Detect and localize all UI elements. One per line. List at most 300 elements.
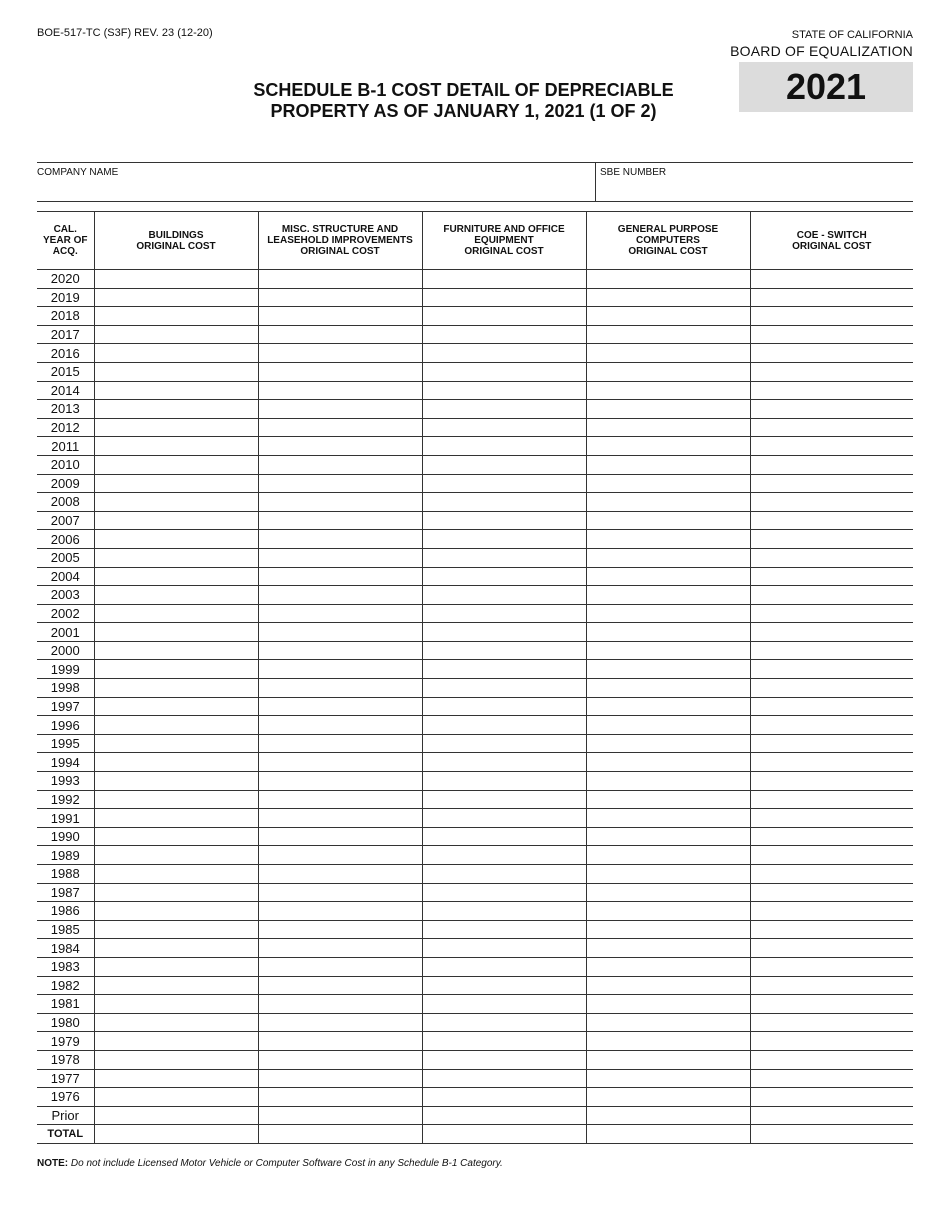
misc-structure-cell[interactable] [258, 344, 422, 363]
coe-switch-cell[interactable] [750, 1069, 913, 1088]
buildings-cell[interactable] [94, 270, 258, 289]
table-row [37, 827, 913, 846]
misc-structure-cell[interactable] [258, 604, 422, 623]
coe-switch-cell[interactable] [750, 1125, 913, 1144]
general-computers-cell[interactable] [586, 362, 750, 381]
general-computers-cell[interactable] [586, 995, 750, 1014]
year-label: 1993 [37, 772, 94, 791]
general-computers-cell[interactable] [586, 567, 750, 586]
col-general-computers-header-line: ORIGINAL COST [628, 246, 708, 257]
buildings-cell[interactable] [94, 493, 258, 512]
furniture-office-cell[interactable] [422, 1106, 586, 1125]
coe-switch-cell[interactable] [750, 362, 913, 381]
col-furniture-office-header-line: FURNITURE AND OFFICE [443, 224, 565, 235]
misc-structure-cell[interactable] [258, 567, 422, 586]
year-label: 1977 [37, 1069, 94, 1088]
misc-structure-cell[interactable] [258, 697, 422, 716]
general-computers-cell[interactable] [586, 716, 750, 735]
table-row [37, 474, 913, 493]
furniture-office-cell[interactable] [422, 1013, 586, 1032]
general-computers-cell[interactable] [586, 1106, 750, 1125]
coe-switch-cell[interactable] [750, 995, 913, 1014]
year-label: 2013 [37, 400, 94, 419]
coe-switch-cell[interactable] [750, 400, 913, 419]
misc-structure-cell[interactable] [258, 1069, 422, 1088]
general-computers-cell[interactable] [586, 623, 750, 642]
buildings-cell[interactable] [94, 716, 258, 735]
form-id: BOE-517-TC (S3F) REV. 23 (12-20) [37, 27, 213, 39]
furniture-office-cell[interactable] [422, 865, 586, 884]
misc-structure-cell[interactable] [258, 660, 422, 679]
furniture-office-cell[interactable] [422, 307, 586, 326]
company-info-row [37, 162, 913, 202]
general-computers-cell[interactable] [586, 288, 750, 307]
misc-structure-cell[interactable] [258, 827, 422, 846]
misc-structure-cell[interactable] [258, 288, 422, 307]
buildings-cell[interactable] [94, 362, 258, 381]
misc-structure-cell[interactable] [258, 362, 422, 381]
general-computers-cell[interactable] [586, 325, 750, 344]
furniture-office-cell[interactable] [422, 548, 586, 567]
misc-structure-cell[interactable] [258, 846, 422, 865]
table-row [37, 753, 913, 772]
coe-switch-cell[interactable] [750, 270, 913, 289]
misc-structure-cell[interactable] [258, 790, 422, 809]
cost-detail-table [37, 211, 913, 1144]
furniture-office-cell[interactable] [422, 1050, 586, 1069]
coe-switch-cell[interactable] [750, 883, 913, 902]
year-label: 1999 [37, 660, 94, 679]
table-row [37, 511, 913, 530]
general-computers-cell[interactable] [586, 846, 750, 865]
furniture-office-cell[interactable] [422, 455, 586, 474]
coe-switch-cell[interactable] [750, 381, 913, 400]
general-computers-cell[interactable] [586, 455, 750, 474]
misc-structure-cell[interactable] [258, 548, 422, 567]
buildings-cell[interactable] [94, 809, 258, 828]
misc-structure-cell[interactable] [258, 586, 422, 605]
col-coe-switch-header-line: COE - SWITCH [796, 229, 867, 241]
buildings-cell[interactable] [94, 995, 258, 1014]
title-line-2: PROPERTY AS OF JANUARY 1, 2021 (1 OF 2) [270, 101, 657, 121]
buildings-cell[interactable] [94, 1088, 258, 1107]
buildings-cell[interactable] [94, 288, 258, 307]
general-computers-cell[interactable] [586, 902, 750, 921]
buildings-cell[interactable] [94, 604, 258, 623]
general-computers-cell[interactable] [586, 865, 750, 884]
misc-structure-cell[interactable] [258, 734, 422, 753]
buildings-cell[interactable] [94, 697, 258, 716]
buildings-cell[interactable] [94, 325, 258, 344]
general-computers-cell[interactable] [586, 734, 750, 753]
furniture-office-cell[interactable] [422, 437, 586, 456]
misc-structure-cell[interactable] [258, 939, 422, 958]
misc-structure-cell[interactable] [258, 1088, 422, 1107]
furniture-office-cell[interactable] [422, 270, 586, 289]
furniture-office-cell[interactable] [422, 641, 586, 660]
table-row [37, 939, 913, 958]
company-name-field[interactable] [37, 163, 595, 201]
coe-switch-cell[interactable] [750, 1032, 913, 1051]
general-computers-cell[interactable] [586, 1032, 750, 1051]
buildings-cell[interactable] [94, 437, 258, 456]
general-computers-cell[interactable] [586, 530, 750, 549]
buildings-cell[interactable] [94, 344, 258, 363]
coe-switch-cell[interactable] [750, 790, 913, 809]
misc-structure-cell[interactable] [258, 772, 422, 791]
buildings-cell[interactable] [94, 641, 258, 660]
footer-note [37, 1158, 503, 1169]
furniture-office-cell[interactable] [422, 511, 586, 530]
furniture-office-cell[interactable] [422, 325, 586, 344]
buildings-cell[interactable] [94, 902, 258, 921]
col-cal-year-header-line: CAL. [53, 224, 77, 235]
coe-switch-cell[interactable] [750, 697, 913, 716]
year-label: 2002 [37, 604, 94, 623]
coe-switch-cell[interactable] [750, 623, 913, 642]
furniture-office-cell[interactable] [422, 846, 586, 865]
general-computers-cell[interactable] [586, 1013, 750, 1032]
coe-switch-cell[interactable] [750, 716, 913, 735]
coe-switch-cell[interactable] [750, 846, 913, 865]
furniture-office-cell[interactable] [422, 939, 586, 958]
misc-structure-cell[interactable] [258, 957, 422, 976]
misc-structure-cell[interactable] [258, 883, 422, 902]
table-row [37, 1032, 913, 1051]
coe-switch-cell[interactable] [750, 827, 913, 846]
coe-switch-cell[interactable] [750, 1013, 913, 1032]
col-misc-structure-header-line: LEASEHOLD IMPROVEMENTS [267, 235, 413, 246]
misc-structure-cell[interactable] [258, 865, 422, 884]
misc-structure-cell[interactable] [258, 325, 422, 344]
buildings-cell[interactable] [94, 418, 258, 437]
buildings-cell[interactable] [94, 530, 258, 549]
furniture-office-cell[interactable] [422, 679, 586, 698]
table-row [37, 883, 913, 902]
general-computers-cell[interactable] [586, 344, 750, 363]
misc-structure-cell[interactable] [258, 530, 422, 549]
buildings-cell[interactable] [94, 1106, 258, 1125]
general-computers-cell[interactable] [586, 772, 750, 791]
coe-switch-cell[interactable] [750, 493, 913, 512]
coe-switch-cell[interactable] [750, 1050, 913, 1069]
misc-structure-cell[interactable] [258, 920, 422, 939]
table-row [37, 381, 913, 400]
furniture-office-cell[interactable] [422, 1069, 586, 1088]
misc-structure-cell[interactable] [258, 976, 422, 995]
misc-structure-cell[interactable] [258, 381, 422, 400]
furniture-office-cell[interactable] [422, 976, 586, 995]
col-furniture-office-header [422, 212, 586, 270]
col-general-computers-header [586, 212, 750, 270]
misc-structure-cell[interactable] [258, 1106, 422, 1125]
furniture-office-cell[interactable] [422, 586, 586, 605]
coe-switch-cell[interactable] [750, 920, 913, 939]
coe-switch-cell[interactable] [750, 865, 913, 884]
state-name: STATE OF CALIFORNIA [791, 29, 913, 41]
buildings-cell[interactable] [94, 957, 258, 976]
year-label: 1976 [37, 1088, 94, 1107]
coe-switch-cell[interactable] [750, 325, 913, 344]
col-general-computers-header-line: GENERAL PURPOSE [617, 224, 719, 235]
company-name-label: COMPANY NAME [37, 167, 119, 178]
misc-structure-cell[interactable] [258, 679, 422, 698]
table-row [37, 586, 913, 605]
furniture-office-cell[interactable] [422, 381, 586, 400]
coe-switch-cell[interactable] [750, 437, 913, 456]
furniture-office-cell[interactable] [422, 530, 586, 549]
furniture-office-cell[interactable] [422, 753, 586, 772]
buildings-cell[interactable] [94, 586, 258, 605]
table-row [37, 697, 913, 716]
general-computers-cell[interactable] [586, 679, 750, 698]
table-row [37, 288, 913, 307]
table-row [37, 270, 913, 289]
year-label: 2009 [37, 474, 94, 493]
buildings-cell[interactable] [94, 939, 258, 958]
buildings-cell[interactable] [94, 790, 258, 809]
furniture-office-cell[interactable] [422, 920, 586, 939]
general-computers-cell[interactable] [586, 697, 750, 716]
general-computers-cell[interactable] [586, 548, 750, 567]
general-computers-cell[interactable] [586, 400, 750, 419]
coe-switch-cell[interactable] [750, 976, 913, 995]
general-computers-cell[interactable] [586, 753, 750, 772]
table-row [37, 995, 913, 1014]
general-computers-cell[interactable] [586, 1088, 750, 1107]
misc-structure-cell[interactable] [258, 418, 422, 437]
table-row [37, 325, 913, 344]
year-label: 2014 [37, 381, 94, 400]
furniture-office-cell[interactable] [422, 1125, 586, 1144]
general-computers-cell[interactable] [586, 641, 750, 660]
coe-switch-cell[interactable] [750, 604, 913, 623]
general-computers-cell[interactable] [586, 511, 750, 530]
furniture-office-cell[interactable] [422, 827, 586, 846]
coe-switch-cell[interactable] [750, 1088, 913, 1107]
year-label: 1985 [37, 920, 94, 939]
misc-structure-cell[interactable] [258, 995, 422, 1014]
table-row [37, 772, 913, 791]
buildings-cell[interactable] [94, 976, 258, 995]
furniture-office-cell[interactable] [422, 362, 586, 381]
agency-block [730, 29, 913, 59]
general-computers-cell[interactable] [586, 474, 750, 493]
coe-switch-cell[interactable] [750, 474, 913, 493]
table-row [37, 1013, 913, 1032]
misc-structure-cell[interactable] [258, 493, 422, 512]
furniture-office-cell[interactable] [422, 957, 586, 976]
coe-switch-cell[interactable] [750, 641, 913, 660]
coe-switch-cell[interactable] [750, 679, 913, 698]
coe-switch-cell[interactable] [750, 567, 913, 586]
sbe-number-field[interactable] [595, 163, 913, 201]
table-row [37, 418, 913, 437]
general-computers-cell[interactable] [586, 1125, 750, 1144]
buildings-cell[interactable] [94, 1050, 258, 1069]
coe-switch-cell[interactable] [750, 772, 913, 791]
coe-switch-cell[interactable] [750, 1106, 913, 1125]
misc-structure-cell[interactable] [258, 1050, 422, 1069]
furniture-office-cell[interactable] [422, 734, 586, 753]
coe-switch-cell[interactable] [750, 344, 913, 363]
furniture-office-cell[interactable] [422, 474, 586, 493]
buildings-cell[interactable] [94, 1125, 258, 1144]
general-computers-cell[interactable] [586, 827, 750, 846]
coe-switch-cell[interactable] [750, 586, 913, 605]
misc-structure-cell[interactable] [258, 400, 422, 419]
furniture-office-cell[interactable] [422, 995, 586, 1014]
coe-switch-cell[interactable] [750, 418, 913, 437]
buildings-cell[interactable] [94, 381, 258, 400]
buildings-cell[interactable] [94, 400, 258, 419]
coe-switch-cell[interactable] [750, 548, 913, 567]
coe-switch-cell[interactable] [750, 753, 913, 772]
year-label: 2001 [37, 623, 94, 642]
coe-switch-cell[interactable] [750, 288, 913, 307]
general-computers-cell[interactable] [586, 307, 750, 326]
misc-structure-cell[interactable] [258, 1125, 422, 1144]
misc-structure-cell[interactable] [258, 902, 422, 921]
furniture-office-cell[interactable] [422, 1032, 586, 1051]
furniture-office-cell[interactable] [422, 400, 586, 419]
coe-switch-cell[interactable] [750, 660, 913, 679]
furniture-office-cell[interactable] [422, 418, 586, 437]
furniture-office-cell[interactable] [422, 604, 586, 623]
table-row [37, 716, 913, 735]
general-computers-cell[interactable] [586, 493, 750, 512]
coe-switch-cell[interactable] [750, 511, 913, 530]
misc-structure-cell[interactable] [258, 753, 422, 772]
furniture-office-cell[interactable] [422, 697, 586, 716]
buildings-cell[interactable] [94, 920, 258, 939]
furniture-office-cell[interactable] [422, 1088, 586, 1107]
table-row [37, 455, 913, 474]
general-computers-cell[interactable] [586, 660, 750, 679]
buildings-cell[interactable] [94, 865, 258, 884]
furniture-office-cell[interactable] [422, 344, 586, 363]
coe-switch-cell[interactable] [750, 957, 913, 976]
misc-structure-cell[interactable] [258, 1013, 422, 1032]
buildings-cell[interactable] [94, 772, 258, 791]
col-cal-year-header [37, 212, 94, 270]
furniture-office-cell[interactable] [422, 288, 586, 307]
misc-structure-cell[interactable] [258, 270, 422, 289]
buildings-cell[interactable] [94, 567, 258, 586]
buildings-cell[interactable] [94, 679, 258, 698]
misc-structure-cell[interactable] [258, 511, 422, 530]
buildings-cell[interactable] [94, 883, 258, 902]
buildings-cell[interactable] [94, 1013, 258, 1032]
year-label: 2015 [37, 362, 94, 381]
misc-structure-cell[interactable] [258, 455, 422, 474]
misc-structure-cell[interactable] [258, 1032, 422, 1051]
general-computers-cell[interactable] [586, 790, 750, 809]
coe-switch-cell[interactable] [750, 734, 913, 753]
furniture-office-cell[interactable] [422, 902, 586, 921]
coe-switch-cell[interactable] [750, 902, 913, 921]
note-text: Do not include Licensed Motor Vehicle or Computer Software Cost in any Schedule B-1 Category. [70, 1158, 503, 1169]
misc-structure-cell[interactable] [258, 307, 422, 326]
buildings-cell[interactable] [94, 660, 258, 679]
year-label: 1992 [37, 790, 94, 809]
general-computers-cell[interactable] [586, 418, 750, 437]
buildings-cell[interactable] [94, 827, 258, 846]
coe-switch-cell[interactable] [750, 455, 913, 474]
general-computers-cell[interactable] [586, 381, 750, 400]
coe-switch-cell[interactable] [750, 939, 913, 958]
misc-structure-cell[interactable] [258, 809, 422, 828]
buildings-cell[interactable] [94, 734, 258, 753]
misc-structure-cell[interactable] [258, 437, 422, 456]
buildings-cell[interactable] [94, 846, 258, 865]
year-label: 1990 [37, 827, 94, 846]
tax-year-badge: 2021 [739, 62, 913, 112]
general-computers-cell[interactable] [586, 957, 750, 976]
general-computers-cell[interactable] [586, 270, 750, 289]
table-row [37, 1088, 913, 1107]
furniture-office-cell[interactable] [422, 790, 586, 809]
misc-structure-cell[interactable] [258, 474, 422, 493]
buildings-cell[interactable] [94, 1032, 258, 1051]
coe-switch-cell[interactable] [750, 307, 913, 326]
buildings-cell[interactable] [94, 1069, 258, 1088]
furniture-office-cell[interactable] [422, 493, 586, 512]
furniture-office-cell[interactable] [422, 567, 586, 586]
year-label: 2012 [37, 418, 94, 437]
buildings-cell[interactable] [94, 623, 258, 642]
furniture-office-cell[interactable] [422, 716, 586, 735]
furniture-office-cell[interactable] [422, 809, 586, 828]
col-coe-switch-header-line: ORIGINAL COST [792, 240, 872, 252]
general-computers-cell[interactable] [586, 586, 750, 605]
buildings-cell[interactable] [94, 307, 258, 326]
general-computers-cell[interactable] [586, 1069, 750, 1088]
buildings-cell[interactable] [94, 511, 258, 530]
page-title [180, 80, 747, 122]
general-computers-cell[interactable] [586, 437, 750, 456]
buildings-cell[interactable] [94, 548, 258, 567]
title-line-1: SCHEDULE B-1 COST DETAIL OF DEPRECIABLE [253, 80, 674, 100]
general-computers-cell[interactable] [586, 809, 750, 828]
general-computers-cell[interactable] [586, 883, 750, 902]
general-computers-cell[interactable] [586, 920, 750, 939]
furniture-office-cell[interactable] [422, 883, 586, 902]
general-computers-cell[interactable] [586, 939, 750, 958]
col-misc-structure-header [258, 212, 422, 270]
table-row [37, 530, 913, 549]
year-label: TOTAL [37, 1125, 94, 1144]
furniture-office-cell[interactable] [422, 660, 586, 679]
misc-structure-cell[interactable] [258, 623, 422, 642]
buildings-cell[interactable] [94, 753, 258, 772]
misc-structure-cell[interactable] [258, 716, 422, 735]
table-row [37, 493, 913, 512]
furniture-office-cell[interactable] [422, 623, 586, 642]
general-computers-cell[interactable] [586, 976, 750, 995]
coe-switch-cell[interactable] [750, 530, 913, 549]
coe-switch-cell[interactable] [750, 809, 913, 828]
buildings-cell[interactable] [94, 474, 258, 493]
general-computers-cell[interactable] [586, 1050, 750, 1069]
furniture-office-cell[interactable] [422, 772, 586, 791]
year-label: 2019 [37, 288, 94, 307]
general-computers-cell[interactable] [586, 604, 750, 623]
col-buildings-header-line: ORIGINAL COST [136, 240, 216, 252]
year-label: 2003 [37, 586, 94, 605]
misc-structure-cell[interactable] [258, 641, 422, 660]
buildings-cell[interactable] [94, 455, 258, 474]
